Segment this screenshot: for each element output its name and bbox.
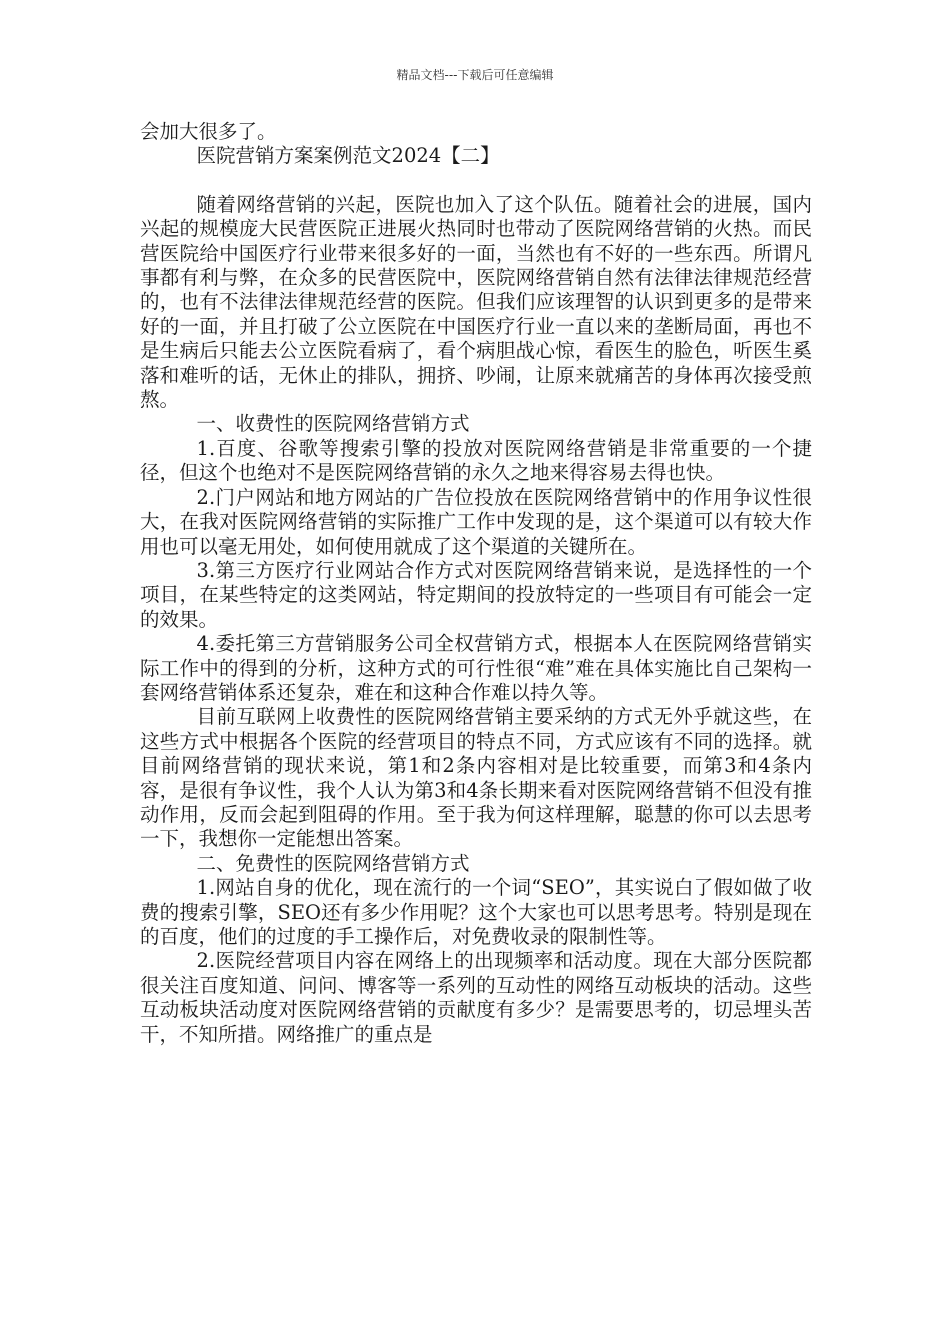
page-header-note: 精品文档---下载后可任意编辑 xyxy=(396,68,554,82)
paragraph: 1.百度、谷歌等搜索引擎的投放对医院网络营销是非常重要的一个捷径，但这个也绝对不是医院网络营销的永久之地来得容易去得也快。 xyxy=(140,436,812,485)
paragraph: 3.第三方医疗行业网站合作方式对医院网络营销来说，是选择性的一个项目，在某些特定的这类网站，特定期间的投放特定的一些项目有可能会一定的效果。 xyxy=(140,558,812,631)
paragraph: 1.网站自身的优化，现在流行的一个词“SEO”，其实说白了假如做了收费的搜索引擎，SEO还有多少作用呢？这个大家也可以思考思考。特别是现在的百度，他们的过度的手工操作后，对免费收录的限制性等。 xyxy=(140,876,812,948)
section-title: 医院营销方案案例范文2024【二】 xyxy=(196,144,500,168)
paragraph: 目前互联网上收费性的医院网络营销主要采纳的方式无外乎就这些，在这些方式中根据各个医院的经营项目的特点不同，方式应该有不同的选择。就目前网络营销的现状来说，第1和2条内容相对是比较重要，而第3和4条内容，是很有争议性，我个人认为第3和4条长期来看对医院网络营销不但没有推动作用，反而会起到阻碍的作用。至于我为何这样理解，聪慧的你可以去思考一下，我想你一定能想出答案。 xyxy=(140,705,812,851)
heading-free-methods: 二、免费性的医院网络营销方式 xyxy=(196,851,470,875)
paragraph: 2.门户网站和地方网站的广告位投放在医院网络营销中的作用争议性很大，在我对医院网络营销的实际推广工作中发现的是，这个渠道可以有较大作用也可以毫无用处，如何使用就成了这个渠道的关键所在。 xyxy=(140,485,812,558)
paragraph: 4.委托第三方营销服务公司全权营销方式，根据本人在医院网络营销实际工作中的得到的分析，这种方式的可行性很“难”难在具体实施比自己架构一套网络营销体系还复杂，难在和这种合作难以持久等。 xyxy=(140,632,812,704)
blank-line xyxy=(140,169,812,193)
paragraph: 2.医院经营项目内容在网络上的出现频率和活动度。现在大部分医院都很关注百度知道、问问、博客等一系列的互动性的网络互动板块的活动。这些互动板块活动度对医院网络营销的贡献度有多少？是需要思考的，切忌埋头苦干，不知所措。网络推广的重点是 xyxy=(140,949,812,1046)
paragraph-continuation: 会加大很多了。 xyxy=(140,120,277,143)
document-body xyxy=(140,120,812,1047)
heading-paid-methods: 一、收费性的医院网络营销方式 xyxy=(196,412,470,436)
paragraph: 随着网络营销的兴起，医院也加入了这个队伍。随着社会的进展，国内兴起的规模庞大民营医院正进展火热同时也带动了医院网络营销的火热。而民营医院给中国医疗行业带来很多好的一面，当然也有不好的一些东西。所谓凡事都有利与弊，在众多的民营医院中，医院网络营销自然有法律法律规范经营的，也有不法律法律规范经营的医院。但我们应该理智的认识到更多的是带来好的一面，并且打破了公立医院在中国医疗行业一直以来的垄断局面，再也不是生病后只能去公立医院看病了，看个病胆战心惊，看医生的脸色，听医生奚落和难听的话，无休止的排队，拥挤、吵闹，让原来就痛苦的身体再次接受煎熬。 xyxy=(140,192,812,412)
